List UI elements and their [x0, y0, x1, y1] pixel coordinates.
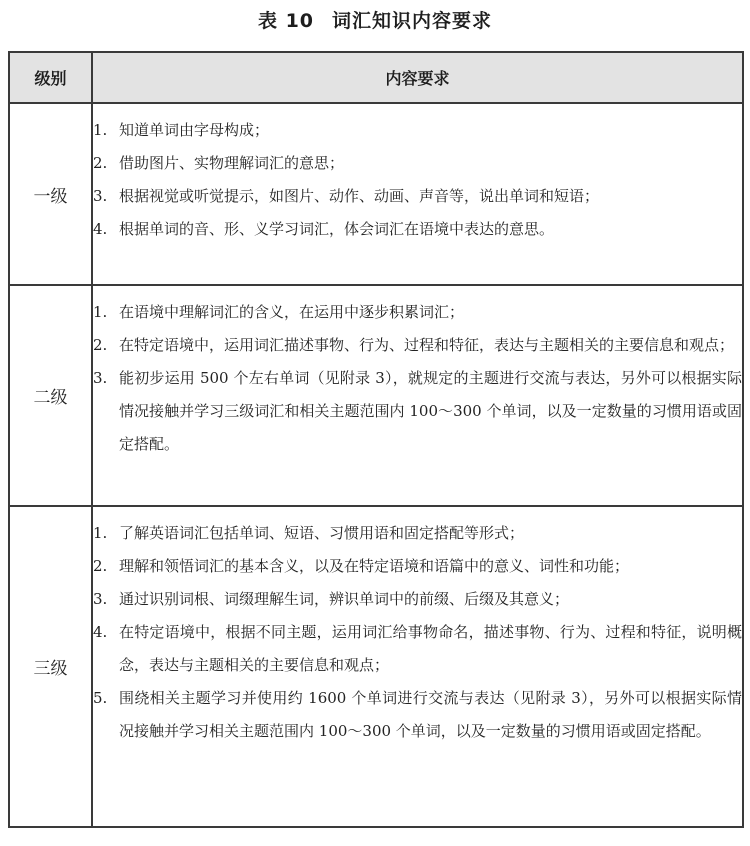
item-text: 能初步运用 500 个左右单词（见附录 3），就规定的主题进行交流与表达，另外可以根据实际情况接触并学习三级词汇和相关主题范围内 100～300 个单词，以及一定数量的习惯用语或固定搭配。 [119, 369, 742, 453]
table-title: 词汇知识内容要求 [332, 10, 493, 32]
table-header-row [9, 52, 743, 103]
header-content: 内容要求 [92, 52, 743, 103]
level-cell: 一级 [9, 103, 92, 285]
table-caption [0, 6, 750, 33]
item-text: 在特定语境中，运用词汇描述事物、行为、过程和特征，表达与主题相关的主要信息和观点； [119, 336, 735, 354]
item-number: 5. [93, 689, 108, 707]
list-item [93, 682, 742, 748]
item-number: 3. [93, 590, 108, 608]
level-cell: 三级 [9, 506, 92, 827]
item-text: 根据单词的音、形、义学习词汇，体会词汇在语境中表达的意思。 [119, 220, 555, 238]
table-number: 表 10 [257, 10, 315, 32]
item-number: 2. [93, 154, 108, 172]
vocabulary-requirements-table [8, 51, 744, 828]
item-text: 在语境中理解词汇的含义，在运用中逐步积累词汇； [119, 303, 465, 321]
item-number: 2. [93, 557, 108, 575]
item-number: 4. [93, 220, 108, 238]
item-number: 4. [93, 623, 108, 641]
item-number: 1. [93, 524, 108, 542]
list-item [93, 550, 742, 583]
item-text: 围绕相关主题学习并使用约 1600 个单词进行交流与表达（见附录 3），另外可以根据实际情况接触并学习相关主题范围内 100～300 个单词，以及一定数量的习惯用语或固定搭配。 [119, 689, 742, 740]
item-text: 了解英语词汇包括单词、短语、习惯用语和固定搭配等形式； [119, 524, 525, 542]
list-item [93, 296, 742, 329]
list-item [93, 114, 742, 147]
list-item [93, 180, 742, 213]
list-item [93, 517, 742, 550]
requirements-cell [92, 103, 743, 285]
item-text: 通过识别词根、词缀理解生词，辨识单词中的前缀、后缀及其意义； [119, 590, 570, 608]
list-item [93, 362, 742, 461]
item-number: 1. [93, 303, 108, 321]
requirements-list [93, 286, 742, 467]
requirements-cell [92, 285, 743, 506]
item-number: 3. [93, 187, 108, 205]
item-text: 理解和领悟词汇的基本含义，以及在特定语境和语篇中的意义、词性和功能； [119, 557, 630, 575]
item-text: 借助图片、实物理解词汇的意思； [119, 154, 345, 172]
item-number: 3. [93, 369, 108, 387]
list-item [93, 213, 742, 246]
level-cell: 二级 [9, 285, 92, 506]
item-text: 在特定语境中，根据不同主题，运用词汇给事物命名，描述事物、行为、过程和特征，说明概念，表达与主题相关的主要信息和观点； [119, 623, 742, 674]
list-item [93, 329, 742, 362]
list-item [93, 147, 742, 180]
list-item [93, 616, 742, 682]
item-text: 根据视觉或听觉提示，如图片、动作、动画、声音等，说出单词和短语； [119, 187, 600, 205]
item-text: 知道单词由字母构成； [119, 121, 270, 139]
table-row-level-1 [9, 103, 743, 285]
requirements-cell [92, 506, 743, 827]
table-row-level-2 [9, 285, 743, 506]
item-number: 2. [93, 336, 108, 354]
header-level: 级别 [9, 52, 92, 103]
list-item [93, 583, 742, 616]
requirements-list [93, 507, 742, 754]
requirements-list [93, 104, 742, 252]
item-number: 1. [93, 121, 108, 139]
table-row-level-3 [9, 506, 743, 827]
